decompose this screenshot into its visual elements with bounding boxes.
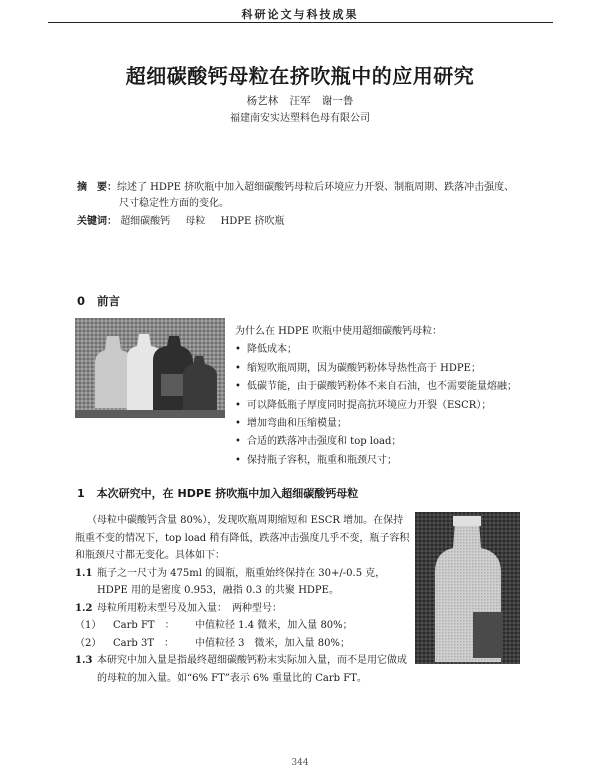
why-list — [235, 323, 555, 470]
authors — [0, 93, 600, 108]
item-1-2-number: 1.2 — [75, 602, 93, 614]
grade-2-name: Carb 3T ： — [113, 637, 175, 649]
author-2: 汪军 — [289, 95, 311, 107]
grade-2 — [75, 635, 410, 653]
grade-1-name: Carb FT ： — [113, 620, 175, 631]
grade-2-desc: 中值粒径 3 微米，加入量 80%； — [195, 637, 350, 649]
round-bottle-photo — [415, 512, 520, 664]
abstract-label: 摘 要： — [77, 182, 117, 193]
bottles-photo — [75, 318, 225, 418]
section-1-number: 1 — [77, 487, 85, 500]
section-1-heading — [77, 485, 358, 501]
why-bullet: • 降低成本； — [235, 341, 555, 359]
section-0-number: 0 — [77, 294, 86, 308]
grade-1-number: （1） — [75, 620, 102, 631]
keyword-2: 母粒 — [185, 216, 206, 227]
why-bullet: • 缩短吹瓶周期，因为碳酸钙粉体导热性高于 HDPE； — [235, 360, 555, 378]
abstract — [77, 180, 547, 212]
item-1-3-number: 1.3 — [75, 655, 93, 666]
author-1: 杨艺林 — [246, 95, 279, 107]
item-1-3-text: 本研究中加入量是指最终超细碳酸钙粉末实际加入量，而不是用它做成的母粒的加入量。如“6% FT”表示 6% 重量比的 Carb FT。 — [97, 655, 407, 684]
keywords — [77, 212, 547, 227]
grade-1-desc: 中值粒径 1.4 微米，加入量 80%； — [195, 620, 353, 631]
item-1-1 — [75, 565, 410, 600]
keyword-1: 超细碳酸钙 — [120, 216, 171, 227]
section-1-intro: （母粒中碳酸钙含量 80%），发现吹瓶周期缩短和 ESCR 增加。在保持瓶重不变的情况下，top load 稍有降低，跌落冲击强度几乎不变，瓶子容积和瓶颈尺寸都无变化。具体如下： — [75, 515, 410, 561]
item-1-3 — [75, 652, 410, 687]
page-number: 344 — [291, 758, 309, 768]
why-question: 为什么在 HDPE 吹瓶中使用超细碳酸钙母粒： — [235, 326, 443, 337]
abstract-line-2: 尺寸稳定性方面的变化。 — [119, 198, 229, 209]
item-1-2 — [75, 600, 410, 618]
paper-title: 超细碳酸钙母粒在挤吹瓶中的应用研究 — [125, 64, 475, 88]
header-rule — [48, 22, 553, 23]
grade-1 — [75, 617, 410, 635]
why-bullet: • 增加弯曲和压缩模量； — [235, 415, 555, 433]
item-1-2-text: 母粒所用粉末型号及加入量： 两种型号： — [97, 602, 282, 614]
why-bullet: • 可以降低瓶子厚度同时提高抗环境应力开裂（ESCR）； — [235, 397, 555, 415]
abstract-line-1: 综述了 HDPE 挤吹瓶中加入超细碳酸钙母粒后环境应力开裂、制瓶周期、跌落冲击强度、 — [117, 182, 515, 193]
keywords-label: 关键词： — [77, 216, 117, 227]
author-3: 谢一鲁 — [321, 95, 354, 107]
affiliation: 福建南安实达塑料色母有限公司 — [230, 113, 370, 124]
why-bullet: • 保持瓶子容积，瓶重和瓶颈尺寸； — [235, 452, 555, 470]
section-1-title: 本次研究中，在 HDPE 挤吹瓶中加入超细碳酸钙母粒 — [96, 487, 359, 500]
item-1-1-text: 瓶子之一尺寸为 475ml 的圆瓶，瓶重始终保持在 30+/-0.5 克，HDPE 用的是密度 0.953，融指 0.3 的共聚 HDPE。 — [97, 567, 386, 596]
section-0-title: 前言 — [97, 294, 121, 308]
running-header: 科研论文与科技成果 — [241, 8, 359, 21]
keyword-3: HDPE 挤吹瓶 — [220, 216, 285, 227]
item-1-1-number: 1.1 — [75, 567, 93, 579]
section-0-heading — [77, 293, 120, 309]
why-bullet: • 低碳节能，由于碳酸钙粉体不来自石油，也不需要能量熔融； — [235, 378, 555, 396]
grade-2-number: （2） — [75, 637, 102, 649]
section-1-body — [75, 512, 410, 687]
why-bullet: • 合适的跌落冲击强度和 top load； — [235, 433, 555, 451]
